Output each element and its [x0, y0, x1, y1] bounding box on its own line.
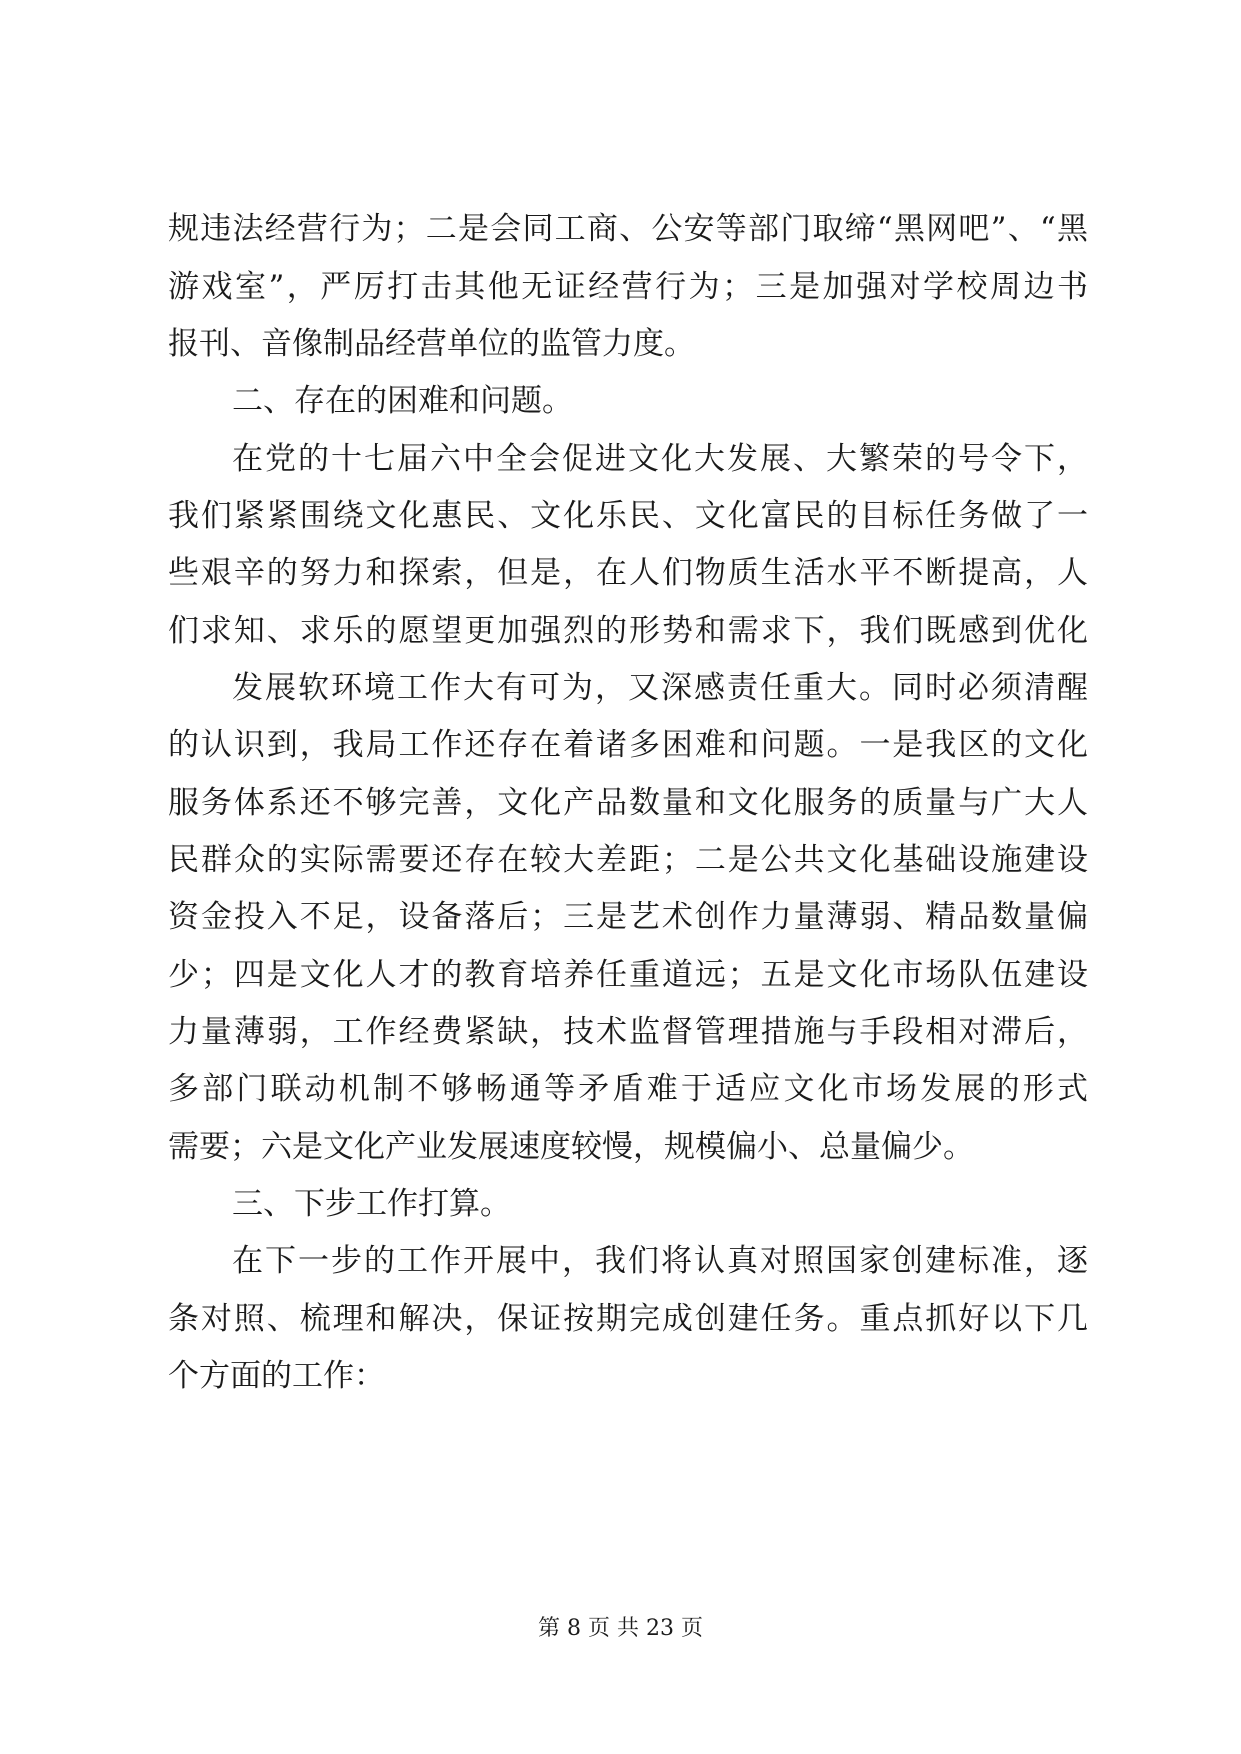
text-line-19: 在下一步的工作开展中，我们将认真对照国家创建标准，逐 [232, 1243, 1088, 1279]
text-line-6: 我们紧紧围绕文化惠民、文化乐民、文化富民的目标任务做了一 [168, 498, 1088, 534]
text-line-7: 些艰辛的努力和探索，但是，在人们物质生活水平不断提高，人 [168, 555, 1088, 591]
text-line-2: 游戏室”，严厉打击其他无证经营行为；三是加强对学校周边书 [168, 269, 1088, 305]
text-line-8: 们求知、求乐的愿望更加强烈的形势和需求下，我们既感到优化 [168, 613, 1088, 649]
section-heading-2: 二、存在的困难和问题。 [232, 383, 573, 419]
text-line-13: 资金投入不足，设备落后；三是艺术创作力量薄弱、精品数量偏 [168, 899, 1088, 935]
text-line-20: 条对照、梳理和解决，保证按期完成创建任务。重点抓好以下几 [168, 1301, 1088, 1337]
text-line-11: 服务体系还不够完善，文化产品数量和文化服务的质量与广大人 [168, 785, 1088, 821]
text-line-10: 的认识到，我局工作还存在着诸多困难和问题。一是我区的文化 [168, 727, 1088, 763]
text-line-21: 个方面的工作： [168, 1358, 385, 1394]
text-line-3: 报刊、音像制品经营单位的监管力度。 [168, 326, 695, 362]
text-line-14: 少；四是文化人才的教育培养任重道远；五是文化市场队伍建设 [168, 957, 1088, 993]
text-line-17: 需要；六是文化产业发展速度较慢，规模偏小、总量偏少。 [168, 1129, 974, 1165]
text-line-12: 民群众的实际需要还存在较大差距；二是公共文化基础设施建设 [168, 842, 1088, 878]
page-number-footer: 第 8 页 共 23 页 [538, 1616, 703, 1641]
text-line-15: 力量薄弱，工作经费紧缺，技术监督管理措施与手段相对滞后， [168, 1014, 1088, 1050]
text-line-16: 多部门联动机制不够畅通等矛盾难于适应文化市场发展的形式 [168, 1071, 1088, 1107]
text-line-9: 发展软环境工作大有可为，又深感责任重大。同时必须清醒 [232, 670, 1088, 706]
text-line-1: 规违法经营行为；二是会同工商、公安等部门取缔“黑网吧”、“黑 [168, 211, 1088, 247]
section-heading-3: 三、下步工作打算。 [232, 1186, 511, 1222]
text-line-5: 在党的十七届六中全会促进文化大发展、大繁荣的号令下， [232, 441, 1088, 477]
